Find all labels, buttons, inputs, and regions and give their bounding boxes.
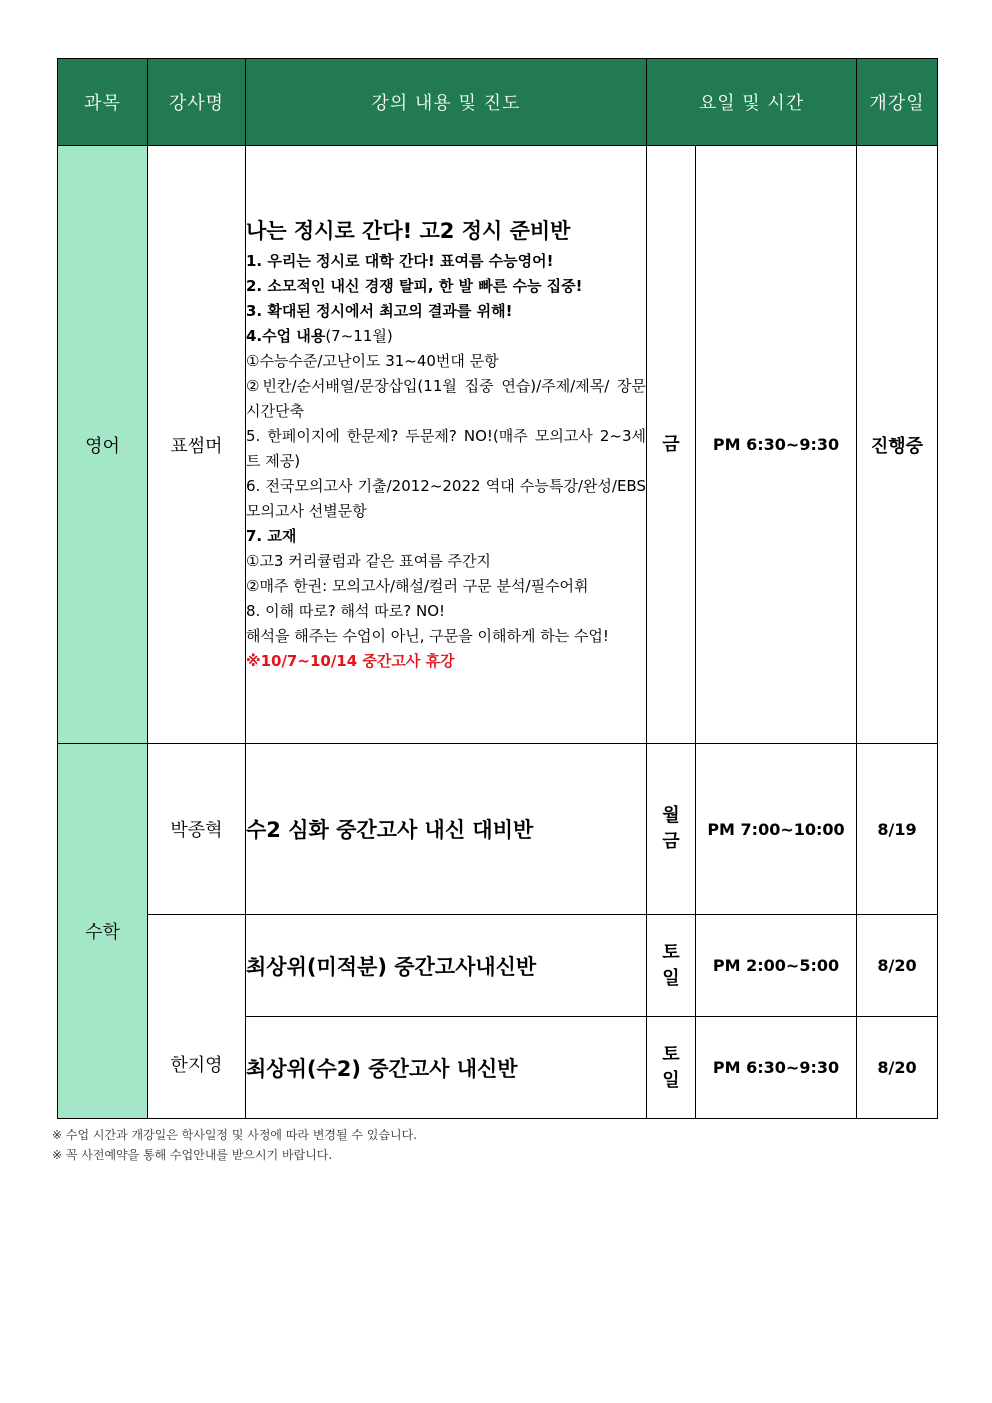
footnote: ※ 꼭 사전예약을 통해 수업안내를 받으시기 바랍니다.	[52, 1148, 333, 1162]
day-cell: 금	[647, 146, 696, 744]
start-cell: 8/19	[857, 744, 938, 915]
header-subject: 과목	[58, 59, 148, 146]
content-line: 1. 우리는 정시로 대학 간다! 표여름 수능영어!	[246, 252, 554, 270]
content-line: 해석을 해주는 수업이 아닌, 구문을 이해하게 하는 수업!	[246, 627, 609, 645]
content-line: 8. 이해 따로? 해석 따로? NO!	[246, 602, 446, 620]
header-content: 강의 내용 및 진도	[246, 59, 647, 146]
content-line: 2. 소모적인 내신 경쟁 탈피, 한 발 빠른 수능 집중!	[246, 277, 583, 295]
day-cell: 월 금	[647, 744, 696, 915]
course-content	[246, 744, 647, 915]
course-content	[246, 915, 647, 1017]
header-schedule: 요일 및 시간	[647, 59, 857, 146]
schedule-table	[57, 58, 938, 1119]
course-content	[246, 146, 647, 744]
start-cell: 진행중	[857, 146, 938, 744]
time-cell: PM 6:30~9:30	[696, 146, 857, 744]
closure-notice: ※10/7~10/14 중간고사 휴강	[246, 652, 455, 670]
footnotes	[52, 1125, 417, 1165]
content-line: 6. 전국모의고사 기출/2012~2022 역대 수능특강/완성/EBS모의고사 선별문항	[246, 477, 646, 520]
teacher-cell: 한지영	[148, 915, 246, 1119]
day-cell: 토 일	[647, 915, 696, 1017]
day-cell: 토 일	[647, 1017, 696, 1119]
course-content	[246, 1017, 647, 1119]
content-line: 4.수업 내용(7~11월)	[246, 327, 393, 345]
content-line: 3. 확대된 정시에서 최고의 결과를 위해!	[246, 302, 513, 320]
course-title: 최상위(미적분) 중간고사내신반	[246, 954, 537, 979]
table-row	[58, 146, 938, 744]
subject-cell: 수학	[58, 744, 148, 1119]
subject-cell: 영어	[58, 146, 148, 744]
teacher-cell: 박종혁	[148, 744, 246, 915]
content-line: 7. 교재	[246, 527, 297, 545]
content-line: ②빈칸/순서배열/문장삽입(11월 집중 연습)/주제/제목/ 장문 시간단축	[246, 377, 646, 420]
course-title: 최상위(수2) 중간고사 내신반	[246, 1056, 518, 1081]
header-start: 개강일	[857, 59, 938, 146]
start-cell: 8/20	[857, 915, 938, 1017]
teacher-cell: 표썸머	[148, 146, 246, 744]
content-line: ①수능수준/고난이도 31~40번대 문항	[246, 352, 499, 370]
header-row	[58, 59, 938, 146]
course-title: 나는 정시로 간다! 고2 정시 준비반	[246, 219, 571, 243]
course-title: 수2 심화 중간고사 내신 대비반	[246, 818, 534, 842]
content-line: ②매주 한권: 모의고사/해설/컬러 구문 분석/필수어휘	[246, 577, 589, 595]
time-cell: PM 2:00~5:00	[696, 915, 857, 1017]
time-cell: PM 7:00~10:00	[696, 744, 857, 915]
start-cell: 8/20	[857, 1017, 938, 1119]
table-row	[58, 744, 938, 915]
content-line: ①고3 커리큘럼과 같은 표여름 주간지	[246, 552, 491, 570]
content-line: 5. 한페이지에 한문제? 두문제? NO!(매주 모의고사 2~3세트 제공)	[246, 427, 646, 470]
footnote: ※ 수업 시간과 개강일은 학사일정 및 사정에 따라 변경될 수 있습니다.	[52, 1128, 417, 1142]
header-teacher: 강사명	[148, 59, 246, 146]
time-cell: PM 6:30~9:30	[696, 1017, 857, 1119]
table-row	[58, 915, 938, 1017]
